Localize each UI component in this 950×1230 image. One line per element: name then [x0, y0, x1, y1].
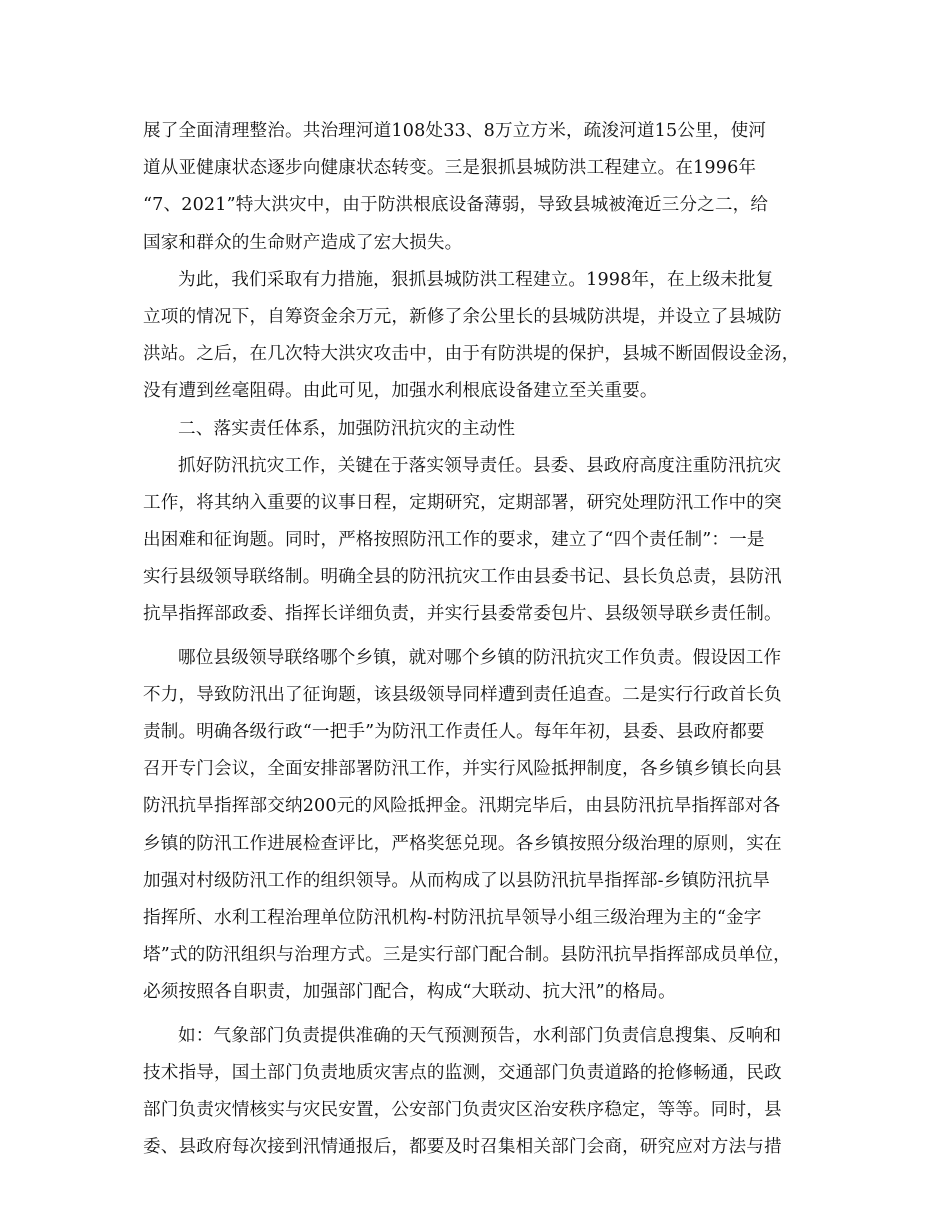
- text-line: 展了全面清理整治。共治理河道108处33、8万立方米，疏浚河道15公里，使河: [143, 121, 767, 141]
- text-line: 工作，将其纳入重要的议事日程，定期研究，定期部署，研究处理防汛工作中的突: [143, 492, 782, 513]
- text-line: 乡镇的防汛工作进展检查评比，严格奖惩兑现。各乡镇按照分级治理的原则，实在: [143, 833, 782, 854]
- section-heading: 二、落实责任体系，加强防汛抗灾的主动性: [178, 418, 516, 439]
- text-line: 不力，导致防汛出了征询题，该县级领导同样遭到责任追查。二是实行行政首长负: [143, 684, 782, 705]
- text-line: 委、县政府每次接到汛情通报后，都要及时召集相关部门会商，研究应对方法与措: [143, 1137, 782, 1158]
- text-line: 实行县级领导联络制。明确全县的防汛抗灾工作由县委书记、县长负总责，县防汛: [143, 567, 782, 588]
- text-line: 塔”式的防汛组织与治理方式。三是实行部门配合制。县防汛抗旱指挥部成员单位，: [143, 945, 791, 966]
- text-line: 召开专门会议，全面安排部署防汛工作，并实行风险抵押制度，各乡镇乡镇长向县: [143, 759, 782, 780]
- text-line: 出困难和征询题。同时，严格按照防汛工作的要求，建立了“四个责任制”：一是: [143, 530, 765, 551]
- text-line: 国家和群众的生命财产造成了宏大损失。: [143, 232, 463, 253]
- text-line: “7、2021”特大洪灾中，由于防洪根底设备薄弱，导致县城被淹近三分之二，给: [143, 195, 769, 216]
- text-line: 加强对村级防汛工作的组织领导。从而构成了以县防汛抗旱指挥部-乡镇防汛抗旱: [143, 870, 771, 891]
- text-line: 责制。明确各级行政“一把手”为防汛工作责任人。每年年初，县委、县政府都要: [143, 722, 765, 742]
- text-line: 立项的情况下，自筹资金余万元，新修了余公里长的县城防洪堤，并设立了县城防: [143, 306, 782, 327]
- text-line: 哪位县级领导联络哪个乡镇，就对哪个乡镇的防汛抗灾工作负责。假设因工作: [178, 647, 782, 668]
- text-line: 防汛抗旱指挥部交纳200元的风险抵押金。汛期完毕后，由县防汛抗旱指挥部对各: [143, 796, 781, 817]
- text-line: 必须按照各自职责，加强部门配合，构成“大联动、抗大汛”的格局。: [143, 982, 676, 1003]
- text-line: 抗旱指挥部政委、指挥长详细负责，并实行县委常委包片、县级领导联乡责任制。: [143, 604, 782, 625]
- text-line: 为此，我们采取有力措施，狠抓县城防洪工程建立。1998年，在上级未批复: [178, 269, 774, 290]
- text-line: 抓好防汛抗灾工作，关键在于落实领导责任。县委、县政府高度注重防汛抗灾: [178, 455, 782, 476]
- text-line: 没有遭到丝毫阻碍。由此可见，加强水利根底设备建立至关重要。: [143, 381, 658, 402]
- text-line: 部门负责灾情核实与灾民安置，公安部门负责灾区治安秩序稳定，等等。同时，县: [143, 1099, 782, 1120]
- text-line: 如：气象部门负责提供准确的天气预测预告，水利部门负责信息搜集、反响和: [178, 1025, 782, 1046]
- text-line: 指挥所、水利工程治理单位防汛机构-村防汛抗旱领导小组三级治理为主的“金字: [143, 907, 762, 928]
- document-body: [143, 113, 810, 1166]
- text-line: 洪站。之后，在几次特大洪灾攻击中，由于有防洪堤的保护，县城不断固假设金汤，: [143, 344, 800, 365]
- text-line: 道从亚健康状态逐步向健康状态转变。三是狠抓县城防洪工程建立。在1996年: [143, 158, 757, 179]
- text-line: 技术指导，国土部门负责地质灾害点的监测，交通部门负责道路的抢修畅通，民政: [143, 1062, 782, 1083]
